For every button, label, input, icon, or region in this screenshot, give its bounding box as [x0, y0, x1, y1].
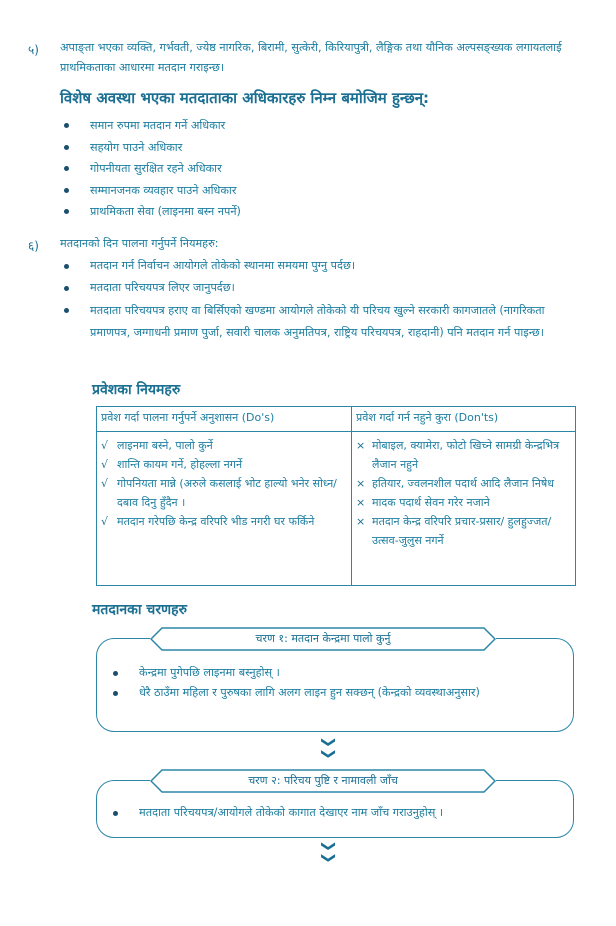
- entry-rules-table: [96, 406, 576, 586]
- dos-item: √ गोपनियता मान्ने (अरुले कसलाई भोट हाल्यो भनेर सोध्न/दबाव दिनु हुँदैन ।: [101, 474, 347, 512]
- donts-header: प्रवेश गर्दा गर्न नहुने कुरा (Don'ts): [352, 407, 576, 432]
- list-item: मतदान गर्न निर्वाचन आयोगले तोकेको स्थानमा समयमा पुग्नु पर्दछ।: [62, 256, 584, 276]
- voting-day-rules-list: [62, 256, 584, 344]
- list-item: समान रुपमा मतदान गर्ने अधिकार: [62, 115, 582, 137]
- dos-item: √ लाइनमा बस्ने, पालो कुर्ने: [101, 436, 347, 455]
- list-item: गोपनीयता सुरक्षित रहने अधिकार: [62, 158, 582, 180]
- entry-heading: प्रवेशका नियमहरु: [92, 382, 181, 398]
- chevron-down-icon: ❯❯: [320, 840, 337, 864]
- cross-icon: ×: [356, 439, 366, 452]
- item5-text: अपाङ्ता भएका व्यक्ति, गर्भवती, ज्येष्ठ नागरिक, बिरामी, सुत्केरी, किरियापुत्री, लैङ्गिक तथा यौनिक अल्पसङ्ख्यक लगायतलाई प्राथमिकताका आधारमा मतदान गराइन्छ।: [60, 41, 562, 74]
- list-item: सम्मानजनक व्यवहार पाउने अधिकार: [62, 180, 582, 202]
- check-icon: √: [101, 458, 109, 471]
- check-icon: √: [101, 439, 109, 452]
- step2-list: [111, 803, 563, 823]
- check-icon: √: [101, 477, 109, 490]
- list-item: मतदाता परिचयपत्र/आयोगले तोकेको कागात देखाएर नाम जाँच गराउनुहोस् ।: [111, 803, 563, 823]
- donts-item: × मोबाइल, क्यामेरा, फोटो खिच्ने सामग्री केन्द्रभित्र लैजान नहुने: [356, 436, 571, 474]
- dos-item: √ मतदान गरेपछि केन्द्र वरिपरि भीड नगरी घर फर्किने: [101, 512, 347, 531]
- special-heading: विशेष अवस्था भएका मतदाताका अधिकारहरु निम्न बमोजिम हुन्छन्:: [60, 89, 430, 107]
- list-item: मतदाता परिचयपत्र लिएर जानुपर्दछ।: [62, 278, 584, 298]
- dos-cell: [97, 432, 352, 586]
- check-icon: √: [101, 515, 109, 528]
- step1-list: [111, 663, 563, 703]
- item5-number: ५): [28, 43, 39, 57]
- list-item: मतदाता परिचयपत्र हराए वा बिर्सिएको खण्डमा आयोगले तोकेको यी परिचय खुल्ने सरकारी कागजातले (नागरिकता प्रमाणपत्र, जग्गाधनी प्रमाण पुर्जा, सवारी चालक अनुमतिपत्र, राष्ट्रिय परिचयपत्र, राहदानी) पनि मतदान गर्न पाइन्छ।: [62, 300, 584, 344]
- list-item: केन्द्रमा पुगेपछि लाइनमा बस्नुहोस् ।: [111, 663, 563, 683]
- list-item: सहयोग पाउने अधिकार: [62, 137, 582, 159]
- step1-box: [96, 638, 574, 732]
- cross-icon: ×: [356, 477, 366, 490]
- donts-item: × हतियार, ज्वलनशील पदार्थ आदि लैजान निषेध: [356, 474, 571, 493]
- step1-title: चरण १: मतदान केन्द्रमा पालो कुर्नु: [255, 632, 391, 645]
- special-rights-list: [62, 115, 582, 223]
- dos-header: प्रवेश गर्दा पालना गर्नुपर्ने अनुशासन (Do's): [97, 407, 352, 432]
- cross-icon: ×: [356, 496, 366, 509]
- list-item: प्राथमिकता सेवा (लाइनमा बस्न नपर्ने): [62, 201, 582, 223]
- steps-heading: मतदानका चरणहरु: [92, 602, 187, 618]
- step2-title-tag: [150, 769, 496, 793]
- cross-icon: ×: [356, 515, 366, 528]
- dos-item: √ शान्ति कायम गर्ने, होहल्ला नगर्ने: [101, 455, 347, 474]
- step1-title-tag: [150, 627, 496, 651]
- step2-title: चरण २: परिचय पुष्टि र नामावली जाँच: [248, 774, 398, 787]
- item6-number: ६): [28, 239, 39, 253]
- donts-item: × मादक पदार्थ सेवन गरेर नजाने: [356, 493, 571, 512]
- list-item: धेरै ठाउँमा महिला र पुरुषका लागि अलग लाइन हुन सक्छन् (केन्द्रको व्यवस्थाअनुसार): [111, 683, 563, 703]
- chevron-down-icon: ❯❯: [320, 736, 337, 760]
- item6-text: मतदानको दिन पालना गर्नुपर्ने नियमहरु:: [60, 237, 219, 250]
- donts-cell: [352, 432, 576, 586]
- donts-item: × मतदान केन्द्र वरिपरि प्रचार-प्रसार/ हुलहुज्जत/ उत्सव-जुलुस नगर्ने: [356, 512, 571, 550]
